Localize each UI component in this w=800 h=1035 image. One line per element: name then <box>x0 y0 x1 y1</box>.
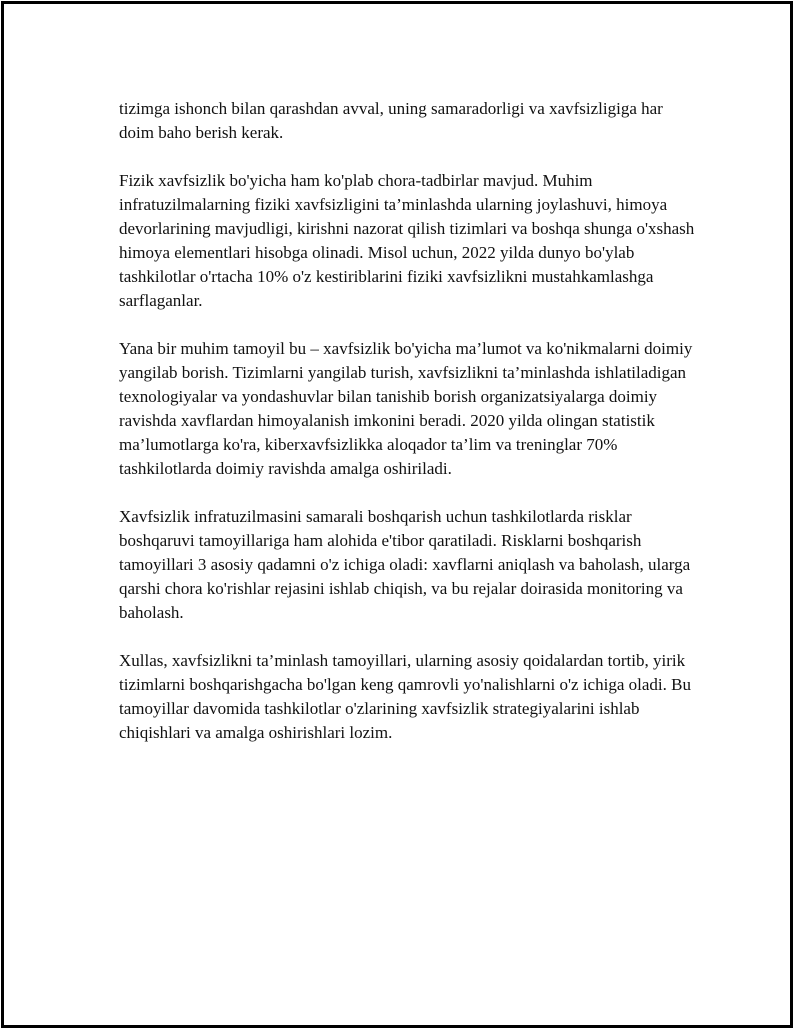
paragraph-3: Yana bir muhim tamoyil bu – xavfsizlik bo'yicha ma’lumot va ko'nikmalarni doimiy yangilab borish. Tizimlarni yangilab turish, xavfsizlikni ta’minlashda ishlatiladigan texnologiyalar va yondashuvlar bilan tanishib borish organizatsiyalarga doimiy ravishda xavflardan himoyalanish imkonini beradi. 2020 yilda olingan statistik ma’lumotlarga ko'ra, kiberxavfsizlikka aloqador ta’lim va treninglar 70% tashkilotlarda doimiy ravishda amalga oshiriladi. <box>119 339 693 478</box>
document-page <box>1 1 793 1028</box>
document-body <box>119 97 699 769</box>
paragraph-4: Xavfsizlik infratuzilmasini samarali boshqarish uchun tashkilotlarda risklar boshqaruvi tamoyillariga ham alohida e'tibor qaratiladi. Risklarni boshqarish tamoyillari 3 asosiy qadamni o'z ichiga oladi: xavflarni aniqlash va baholash, ularga qarshi chora ko'rishlar rejasini ishlab chiqish, va bu rejalar doirasida monitoring va baholash. <box>119 507 691 622</box>
paragraph-1: tizimga ishonch bilan qarashdan avval, uning samaradorligi va xavfsizligiga har doim baho berish kerak. <box>119 99 663 142</box>
paragraph-5: Xullas, xavfsizlikni ta’minlash tamoyillari, ularning asosiy qoidalardan tortib, yirik tizimlarni boshqarishgacha bo'lgan keng qamrovli yo'nalishlarni o'z ichiga oladi. Bu tamoyillar davomida tashkilotlar o'zlarining xavfsizlik strategiyalarini ishlab chiqishlari va amalga oshirishlari lozim. <box>119 651 691 742</box>
paragraph-2: Fizik xavfsizlik bo'yicha ham ko'plab chora-tadbirlar mavjud. Muhim infratuzilmalarning fiziki xavfsizligini ta’minlashda ularning joylashuvi, himoya devorlarining mavjudligi, kirishni nazorat qilish tizimlari va boshqa shunga o'xshash himoya elementlari hisobga olinadi. Misol uchun, 2022 yilda dunyo bo'ylab tashkilotlar o'rtacha 10% o'z kestiriblarini fiziki xavfsizlikni mustahkamlashga sarflaganlar. <box>119 171 695 310</box>
